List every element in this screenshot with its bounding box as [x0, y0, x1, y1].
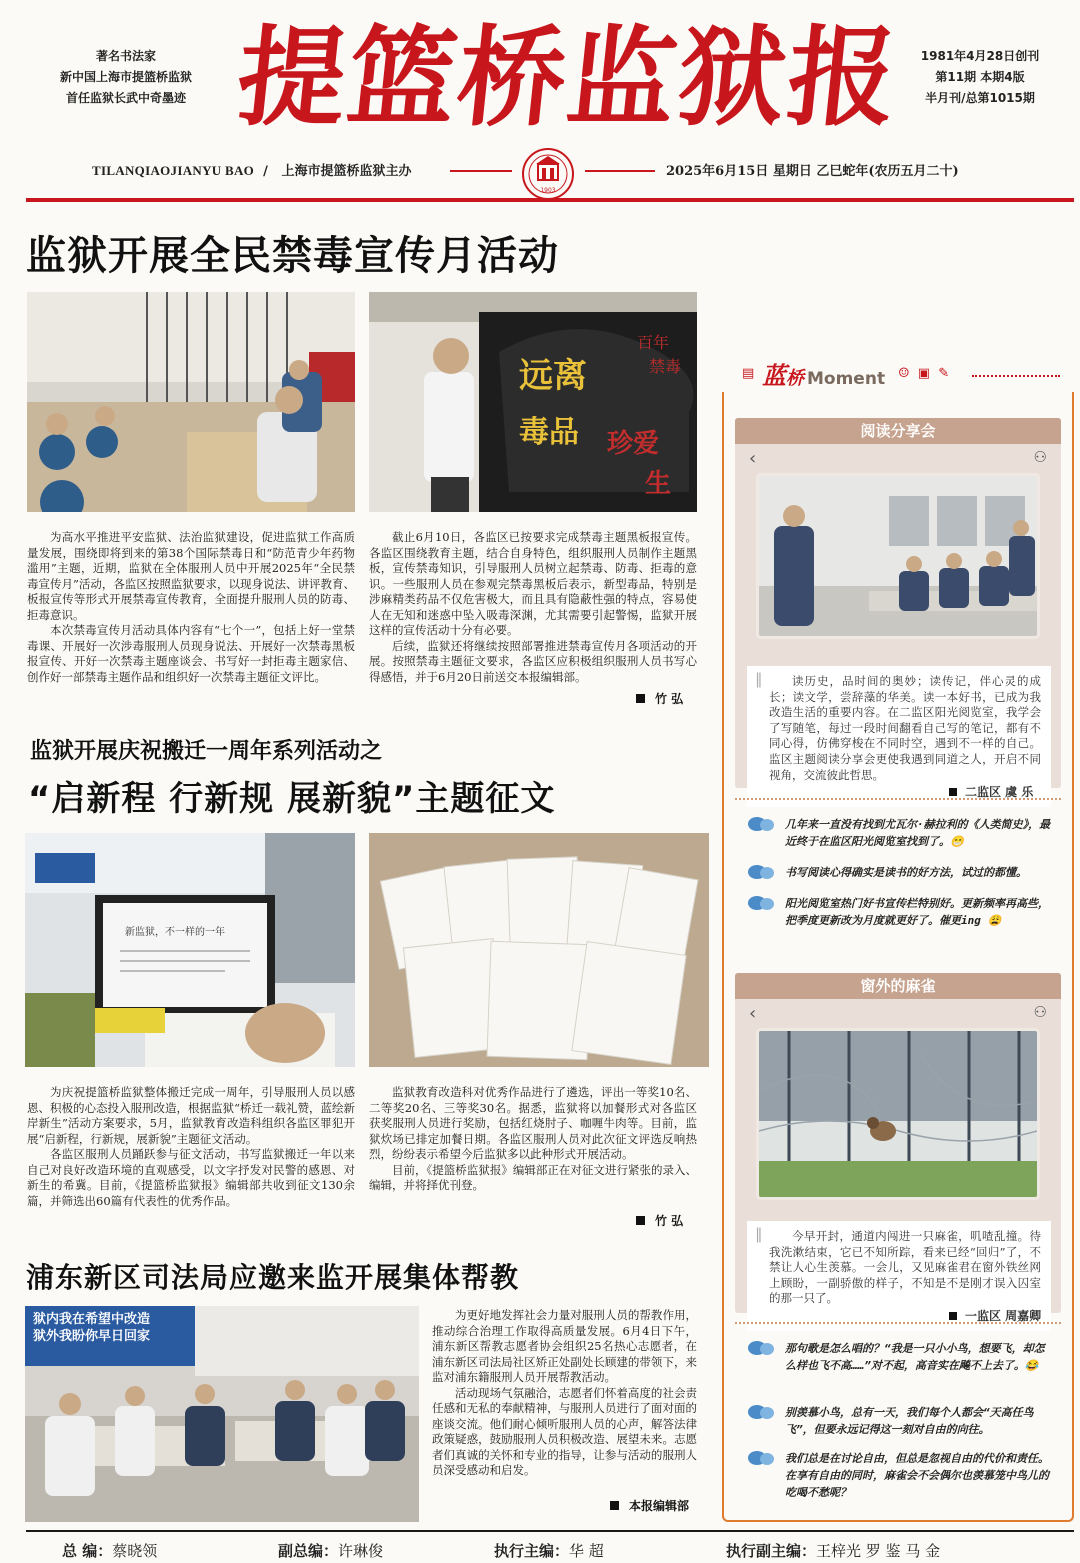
footer-deputy-editor: 副总编：许琳俊: [278, 1542, 384, 1560]
comment-bubble-icon: [747, 1404, 775, 1420]
reading-comments: [735, 798, 1061, 948]
svg-text:珍爱: 珍爱: [607, 429, 660, 459]
card-title: 窗外的麻雀: [735, 973, 1061, 999]
svg-text:狱内我在希望中改造: 狱内我在希望中改造: [33, 1312, 151, 1327]
reading-photo: [759, 476, 1037, 636]
reading-text-box: ‖ 读历史，品时间的奥妙；读传记，伴心灵的成长；读文学，尝辞藻的华美。读一本好书，已成为我改造生活的重要内容。在二监区阳光阅览室，我学会了写随笔，每过一段时间翻看自己写的笔记，都有不同心得，仿佛穿梭在不同时空，遇到不一样的自己。监区主题阅读分享会更使我遇到同道之人，开启不同视角，交流彼此哲思。 二监区 虞 乐: [747, 666, 1051, 807]
divider: [450, 170, 512, 172]
masthead-calligraphy-note: 著名书法家 新中国上海市提篮桥监狱 首任监狱长武中奇墨迹: [59, 49, 192, 105]
comment: 书写阅读心得确实是读书的好方法，试过的都懂。: [747, 864, 1055, 881]
article2-byline: 竹 弘: [636, 1212, 683, 1229]
roman-title: TILANQIAOJIANYU BAO: [92, 163, 255, 178]
svg-text:新监狱，不一样的一年: 新监狱，不一样的一年: [125, 927, 225, 938]
masthead-rule: [26, 198, 1074, 202]
article3-photo-meeting: [25, 1306, 419, 1522]
footer-chief-editor: 总 编：蔡晓领: [62, 1542, 158, 1560]
article3-headline: 浦东新区司法局应邀来监开展集体帮教: [26, 1261, 520, 1294]
moment-card-reading: [735, 418, 1061, 800]
back-arrow-icon[interactable]: ‹: [749, 1003, 757, 1024]
sparrow-comments: [735, 1322, 1061, 1522]
comment-bubble-icon: [747, 1340, 775, 1356]
article1-column-2: 截止6月10日，各监区已按要求完成禁毒主题黑板报宣传。各监区围绕教育主题，结合自身特色，组织服刑人员制作主题黑板，宣传禁毒知识，引导服刑人员树立起禁毒、防毒、拒毒的意识。一些服刑人员在参观完禁毒黑板后表示，新型毒品，特别是涉麻精类药品不仅危害极大，而且具有隐蔽性强的特点，容易使人在无知和迷惑中坠入吸毒深渊，尤其需要引起警惕，监狱开展这样的宣传活动十分有必要。 后续，监狱还将继续按照部署推进禁毒宣传月各项活动的开展。按照禁毒主题征文要求，各监区应积极组织服刑人员书写心得感悟，并于6月20日前送交本报编辑部。: [369, 530, 697, 684]
date-line: 2025年6月15日 星期日 乙巳蛇年(农历五月二十): [666, 164, 959, 179]
moment-brand: 蓝桥 Moment: [762, 362, 886, 390]
issue-info: 1981年4月28日创刊 第11期 本期4版 半月刊/总第1015期: [920, 49, 1040, 105]
moment-dotted-line: [972, 375, 1060, 377]
article2-column-1: 为庆祝提篮桥监狱整体搬迁完成一周年，引导服刑人员以感恩、积极的心态投入服刑改造，根据监狱“桥迁一载礼赞，蓝绘新岸新生”活动方案要求，5月，监狱教育改造科组织各监区罪犯开展“启新程，行新规，展新貌”主题征文活动。 各监区服刑人员踊跃参与征文活动，书写监狱搬迁一年以来自己对良好改造环境的直观感受，以文字抒发对民警的感恩、对新生的希冀。目前，《提篮桥监狱报》编辑部共收到征文130余篇，并筛选出60篇有代表性的优秀作品。: [27, 1085, 355, 1208]
svg-text:毒品: 毒品: [519, 415, 579, 450]
footer-executive-deputy-editors: 执行副主编：王梓光 罗 鉴 马 金: [726, 1542, 941, 1560]
comment: 那句歌是怎么唱的？“我是一只小小鸟，想要飞，却怎么样也飞不高……”对不起，高音实在飚不上去了。😂: [747, 1340, 1055, 1374]
comment: 别羡慕小鸟，总有一天，我们每个人都会“天高任鸟飞”，但要永远记得这一刻对自由的向往。: [747, 1404, 1055, 1438]
sparrow-byline: 一监区 周嘉卿: [769, 1309, 1041, 1325]
article2-kicker: 监狱开展庆祝搬迁一周年系列活动之: [30, 738, 383, 764]
comment-bubble-icon: [747, 895, 775, 911]
newspaper-title: 提篮桥监狱报: [231, 15, 905, 141]
comment: 几年来一直没有找到尤瓦尔·赫拉利的《人类简史》，最近终于在监区阳光阅览室找到了。😁: [747, 816, 1055, 850]
card-title: 阅读分享会: [735, 418, 1061, 444]
user-icon[interactable]: ⚇: [1033, 448, 1047, 466]
article2-headline: “启新程 行新规 展新貌”主题征文: [28, 779, 556, 819]
prison-emblem-icon: [518, 146, 578, 202]
quote-icon: ‖: [755, 1225, 763, 1243]
sparrow-photo: [759, 1031, 1037, 1197]
article3-byline: 本报编辑部: [610, 1497, 689, 1514]
svg-text:1903: 1903: [540, 187, 556, 194]
article3-column: 为更好地发挥社会力量对服刑人员的帮教作用，推动综合治理工作取得高质量发展。6月4日下午，浦东新区帮教志愿者协会组织25名热心志愿者，在浦东新区司法局社区矫正处副处长顾建的带领下，来监对浦东籍服刑人员开展帮教活动。 活动现场气氛融洽，志愿者们怀着高度的社会责任感和无私的奉献精神，与服刑人员进行了面对面的座谈交流。他们耐心倾听服刑人员的心声，解答法律政策疑惑，鼓励服刑人员积极改造、展望未来。志愿者们真诚的关怀和专业的指导，让参与活动的服刑人员深受感动和启发。: [432, 1308, 697, 1477]
svg-text:狱外我盼你早日回家: 狱外我盼你早日回家: [33, 1329, 151, 1344]
article2-column-2: 监狱教育改造科对优秀作品进行了遴选，评出一等奖10名、二等奖20名、三等奖30名。据悉，监狱将以加餐形式对各监区获奖服刑人员进行奖励，包括红烧肘子、咖喱牛肉等。目前，监狱炊场已排定加餐日期。各监区服刑人员对此次征文评选反响热烈，纷纷表示希望今后监狱多以此种形式开展活动。 目前，《提篮桥监狱报》编辑部正在对征文进行紧张的录入、编辑，并将择优刊登。: [369, 1085, 697, 1192]
svg-text:百年: 百年: [637, 333, 670, 352]
comment-bubble-icon: [747, 1450, 775, 1466]
comment-bubble-icon: [747, 816, 775, 832]
svg-text:远离: 远离: [519, 356, 587, 396]
article2-photo-essays: [369, 833, 709, 1067]
footer-executive-editor: 执行主编：华 超: [494, 1542, 604, 1560]
comment: 阳光阅览室热门好书宣传栏特别好。更新频率再高些，把季度更新改为月度就更好了。催更ing 😩: [747, 895, 1055, 929]
article1-photo-blackboard: [369, 292, 697, 512]
sparrow-text-box: ‖ 今早开封，通道内闯进一只麻雀，叽喳乱撞。待我洗漱结束，它已不知所踪，看来已经“回归”了，不禁让人心生羡慕。一会儿，又见麻雀君在窗外铁丝网上顾盼，一副骄傲的样子，不知是不是刚才误入囚室的那一只了。 一监区 周嘉卿: [747, 1221, 1051, 1331]
moment-decoration-icons: ▤: [742, 366, 757, 381]
moment-emoji-icons: ☺ ▣ ✎: [898, 366, 952, 381]
masthead-sponsor-line: TILANQIAOJIANYU BAO / 上海市提篮桥监狱主办: [92, 163, 412, 179]
article1-byline: 竹 弘: [636, 690, 683, 707]
user-icon[interactable]: ⚇: [1033, 1003, 1047, 1021]
article1-headline: 监狱开展全民禁毒宣传月活动: [26, 233, 559, 279]
article1-column-1: 为高水平推进平安监狱、法治监狱建设，促进监狱工作高质量发展，围绕即将到来的第38个国际禁毒日和“防范青少年药物滥用”主题，近期，监狱在全体服刑人员中开展2025年“全民禁毒宣传月”活动，各监区按照监狱要求，以现身说法、讲评教育、板报宣传等形式开展禁毒宣传教育，全面提升服刑人员的防毒、拒毒意识。 本次禁毒宣传月活动具体内容有“七个一”，包括上好一堂禁毒课、开展好一次涉毒服刑人员现身说法、开展好一次禁毒黑板报宣传、开好一次禁毒主题座谈会、书写好一封拒毒主题家信、创作好一部禁毒主题作品和组织好一次禁毒主题征文评比。: [27, 530, 355, 684]
quote-icon: ‖: [755, 670, 763, 688]
article1-photo-class: [27, 292, 355, 512]
footer-rule: [26, 1530, 1074, 1532]
back-arrow-icon[interactable]: ‹: [749, 448, 757, 469]
comment: 我们总是在讨论自由，但总是忽视自由的代价和责任。在享有自由的同时，麻雀会不会偶尔也羡慕笼中鸟儿的吃喝不愁呢？: [747, 1450, 1055, 1501]
svg-text:禁毒: 禁毒: [649, 357, 682, 376]
masthead: [0, 0, 1080, 205]
reading-byline: 二监区 虞 乐: [769, 785, 1041, 801]
comment-bubble-icon: [747, 864, 775, 880]
svg-text:生: 生: [645, 469, 672, 499]
sponsor: 上海市提篮桥监狱主办: [281, 164, 412, 179]
article2-photo-computer: [25, 833, 355, 1067]
divider: [585, 170, 655, 172]
moment-card-sparrow: [735, 973, 1061, 1323]
